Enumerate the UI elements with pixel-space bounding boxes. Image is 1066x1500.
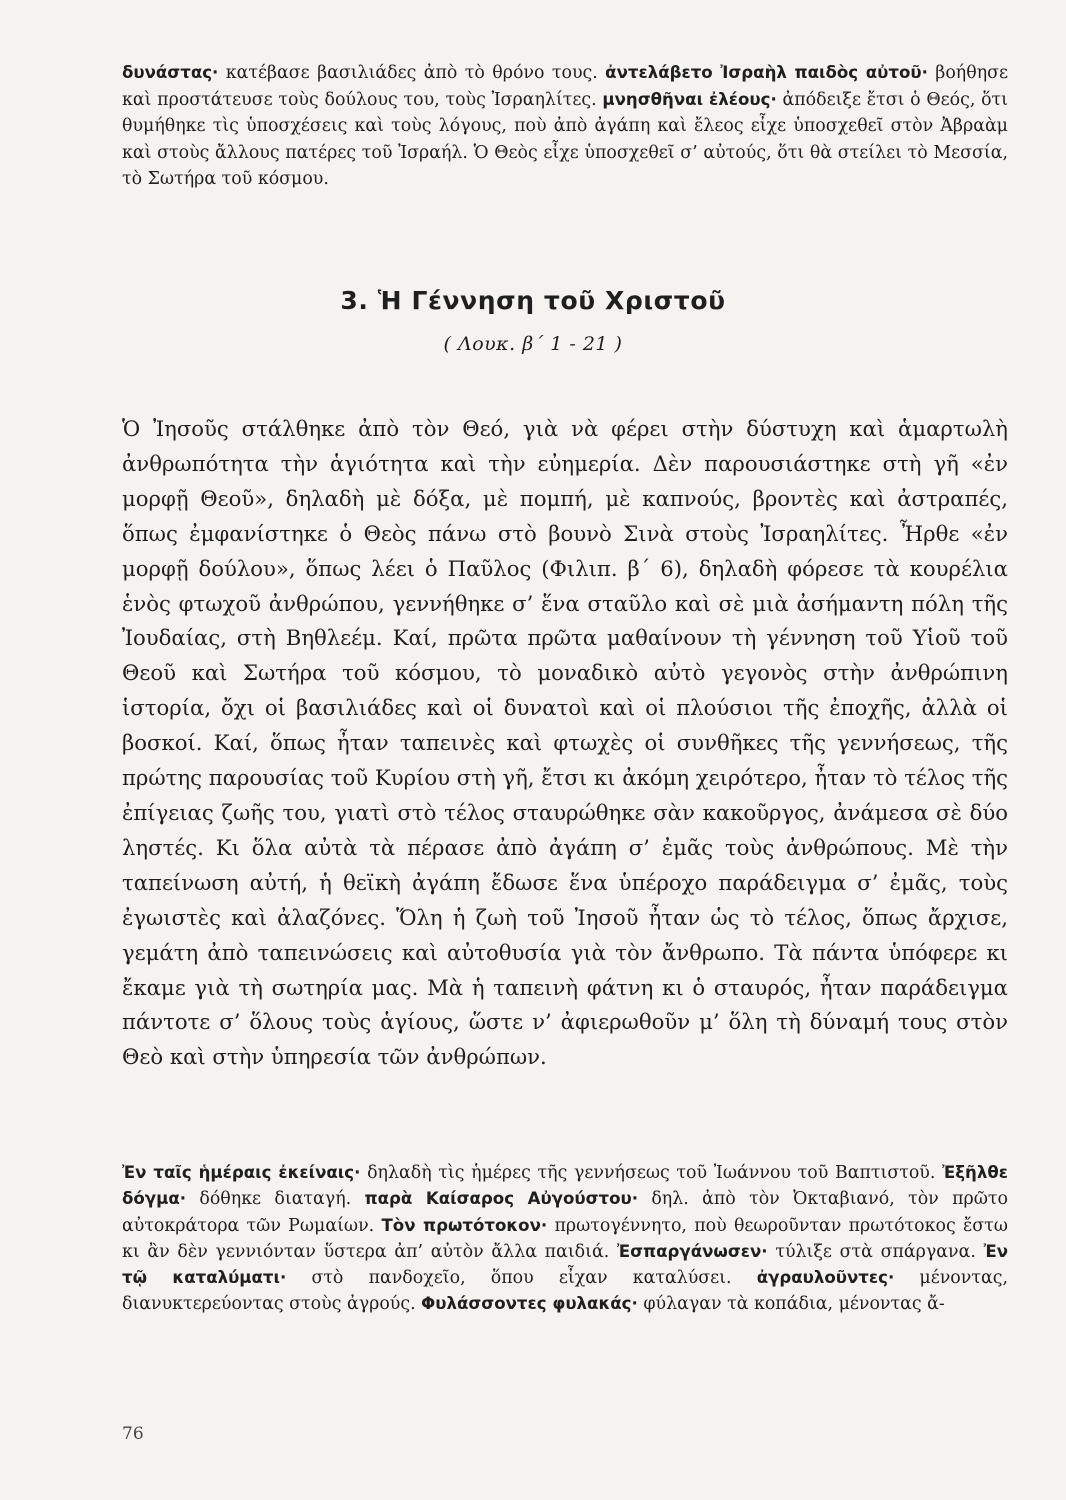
section-reference: ( Λουκ. β΄ 1 - 21 ) [443,333,623,355]
glossary-text: δόθηκε διαταγή. [186,1189,365,1210]
notes-paragraph [122,60,1008,193]
glossary-term: Ἐξῆλθε δόγμα· [122,1163,1008,1209]
glossary-term: Ἐν ταῖς ἡμέραις ἐκείναις· [122,1163,361,1182]
glossary-term: παρὰ Καίσαρος Αὐγούστου· [364,1189,638,1209]
glossary-term: Ἐν τῷ καταλύματι· [122,1241,1009,1288]
glossary-text: δηλ. ἀπὸ τὸν Ὀκταβιανό, τὸν πρῶτο αὐτοκράτορα τῶν Ρωμαίων. [122,1189,1009,1236]
top-notes [122,60,1008,193]
note-text: βοήθησε καὶ προστάτευσε τοὺς δούλους του, τοὺς Ἰσραηλίτες. [122,63,1008,110]
glossary-text: τύλιξε στὰ σπάργανα. [767,1241,984,1262]
main-text [122,412,1008,1075]
glossary-term: ἀγραυλοῦντες· [756,1268,895,1288]
note-term: μνησθῆναι ἐλέους· [602,89,777,109]
note-text: κατέβασε βασιλιάδες ἀπὸ τὸ θρόνο τους. [218,63,606,83]
note-text: ἀπόδειξε ἔτσι ὁ Θεός, ὅτι θυμήθηκε τὶς ὑποσχέσεις καὶ τοὺς λόγους, ποὺ ἀπὸ ἀγάπη καὶ ἔλεος εἶχε ὑποσχεθεῖ στὸν Ἀβραὰμ καὶ στοὺς ἄλλους πατέρες τοῦ Ἰσραήλ. Ὁ Θεὸς εἶχε ὑποσχεθεῖ σ’ αὐτούς, ὅτι θὰ στείλει τὸ Μεσσία, τὸ Σωτήρα τοῦ κόσμου. [122,89,1008,190]
section-title: 3. Ἡ Γέννηση τοῦ Χριστοῦ [340,286,726,315]
glossary-text: στὸ πανδοχεῖο, ὅπου εἶχαν καταλύσει. [286,1268,757,1289]
glossary-paragraph [122,1160,1008,1318]
note-term: δυνάστας· [122,63,219,82]
glossary-term: Φυλάσσοντες φυλακάς· [421,1294,638,1314]
glossary-text: πρωτογέννητο, ποὺ θεωροῦνταν πρωτότοκος ἔστω κι ἂν δὲν γεννιόνταν ὕστερα ἀπ’ αὐτὸν ἄλλα παιδιά. [122,1215,1008,1262]
page-number: 76 [122,1424,144,1444]
glossary-text: μένοντας, διανυκτερεύοντας στοὺς ἀγρούς. [122,1268,1008,1315]
note-term: ἀντελάβετο Ἰσραὴλ παιδὸς αὐτοῦ· [605,63,928,82]
glossary [122,1160,1008,1318]
glossary-text: φύλαγαν τὰ κοπάδια, μένοντας ἄ- [637,1294,945,1315]
glossary-text: δηλαδὴ τὶς ἡμέρες τῆς γεννήσεως τοῦ Ἰωάννου τοῦ Βαπτιστοῦ. [360,1163,943,1183]
glossary-term: Ἐσπαργάνωσεν· [616,1241,768,1261]
glossary-term: Τὸν πρωτότοκον· [381,1215,548,1235]
body-paragraph: Ὁ Ἰησοῦς στάλθηκε ἀπὸ τὸν Θεό, γιὰ νὰ φέρει στὴν δύστυχη καὶ ἁμαρτωλὴ ἀνθρωπότητα τὴν ἁγιότητα καὶ τὴν εὐημερία. Δὲν παρουσιάστηκε στὴ γῆ «ἐν μορφῇ Θεοῦ», δηλαδὴ μὲ δόξα, μὲ πομπή, μὲ καπνούς, βροντὲς καὶ ἀστραπές, ὅπως ἐμφανίστηκε ὁ Θεὸς πάνω στὸ βουνὸ Σινὰ στοὺς Ἰσραηλίτες. Ἦρθε «ἐν μορφῇ δούλου», ὅπως λέει ὁ Παῦλος (Φιλιπ. β΄ 6), δηλαδὴ φόρεσε τὰ κουρέλια ἑνὸς φτωχοῦ ἀνθρώπου, γεννήθηκε σ’ ἕνα σταῦλο καὶ σὲ μιὰ ἀσήμαντη πόλη τῆς Ἰουδαίας, στὴ Βηθλεέμ. Καί, πρῶτα πρῶτα μαθαίνουν τὴ γέννηση τοῦ Υἱοῦ τοῦ Θεοῦ καὶ Σωτήρα τοῦ κόσμου, τὸ μοναδικὸ αὐτὸ γεγονὸς στὴν ἀνθρώπινη ἱστορία, ὄχι οἱ βασιλιάδες καὶ οἱ δυνατοὶ καὶ οἱ πλούσιοι τῆς ἐποχῆς, ἀλλὰ οἱ βοσκοί. Καί, ὅπως ἦταν ταπεινὲς καὶ φτωχὲς οἱ συνθῆκες τῆς γεννήσεως, τῆς πρώτης παρουσίας τοῦ Κυρίου στὴ γῆ, ἔτσι κι ἀκόμη χειρότερο, ἦταν τὸ τέλος τῆς ἐπίγειας ζωῆς του, γιατὶ στὸ τέλος σταυρώθηκε σὰν κακοῦργος, ἀνάμεσα σὲ δύο ληστές. Κι ὅλα αὐτὰ τὰ πέρασε ἀπὸ ἀγάπη σ’ ἐμᾶς τοὺς ἀνθρώπους. Μὲ τὴν ταπείνωση αὐτή, ἡ θεϊκὴ ἀγάπη ἔδωσε ἕνα ὑπέροχο παράδειγμα σ’ ἐμᾶς, τοὺς ἐγωιστὲς καὶ ἀλαζόνες. Ὅλη ἡ ζωὴ τοῦ Ἰησοῦ ἦταν ὡς τὸ τέλος, ὅπως ἄρχισε, γεμάτη ἀπὸ ταπεινώσεις καὶ αὐτοθυσία γιὰ τὸν ἄνθρωπο. Τὰ πάντα ὑπόφερε κι ἔκαμε γιὰ τὴ σωτηρία μας. Μὰ ἡ ταπεινὴ φάτνη κι ὁ σταυρός, ἦταν παράδειγμα πάντοτε σ’ ὅλους τοὺς ἁγίους, ὥστε ν’ ἀφιερωθοῦν μ’ ὅλη τὴ δύναμή τους στὸν Θεὸ καὶ στὴν ὑπηρεσία τῶν ἀνθρώπων. [122,416,1008,1070]
